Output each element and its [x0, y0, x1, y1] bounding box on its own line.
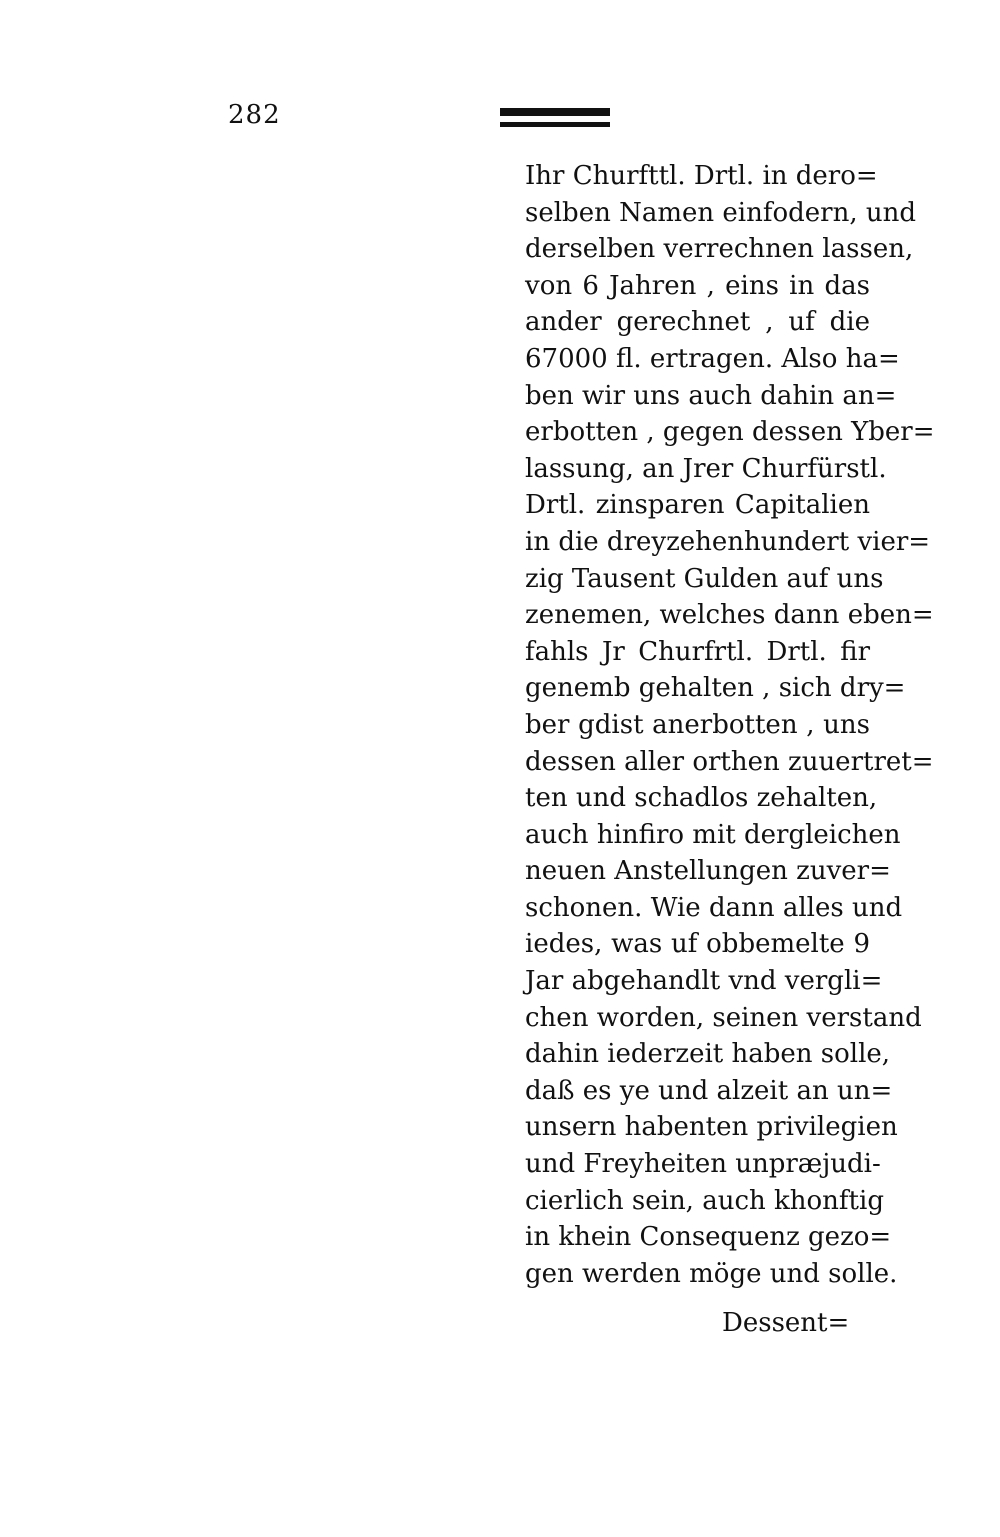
text-line: Drtl. zinsparen Capitalien [525, 490, 870, 521]
text-line: Jar abgehandlt vnd vergli= [525, 966, 883, 997]
header-rule [500, 108, 610, 130]
text-line: unsern habenten privilegien [525, 1112, 898, 1143]
text-line: lassung, an Jrer Churfürstl. [525, 453, 887, 484]
text-line: ben wir uns auch dahin an= [525, 380, 897, 411]
text-line: in khein Consequenz gezo= [525, 1222, 892, 1253]
catchword: Dessent= [722, 1308, 850, 1338]
text-line: ber gdist anerbotten , uns [525, 709, 870, 740]
text-line: ander gerechnet , uf die [525, 307, 870, 338]
body-text [525, 158, 935, 1292]
text-line: daß es ye und alzeit an un= [525, 1075, 893, 1106]
text-line: von 6 Jahren , eins in das [525, 270, 870, 301]
text-line: genemb gehalten , sich dry= [525, 673, 906, 704]
text-line: auch hinfiro mit dergleichen [525, 819, 901, 850]
text-line: dahin iederzeit haben solle, [525, 1039, 891, 1070]
text-line: und Freyheiten unpræjudi- [525, 1149, 881, 1180]
text-line: Ihr Churfttl. Drtl. in dero= [525, 161, 878, 191]
text-line: schonen. Wie dann alles und [525, 892, 903, 923]
text-line: in die dreyzehenhundert vier= [525, 526, 931, 557]
text-line: zig Tausent Gulden auf uns [525, 563, 884, 594]
text-line: iedes, was uf obbemelte 9 [525, 929, 870, 960]
text-line: ten und schadlos zehalten, [525, 783, 878, 814]
header-rule-thin [500, 122, 610, 127]
text-line: selben Namen einfodern, und [525, 197, 916, 228]
text-line: 67000 fl. ertragen. Also ha= [525, 343, 900, 374]
header-rule-thick [500, 108, 610, 116]
text-line: fahls Jr Churfrtl. Drtl. fir [525, 636, 870, 667]
text-line: cierlich sein, auch khonftig [525, 1185, 884, 1216]
page-number: 282 [228, 100, 281, 130]
text-line: neuen Anstellungen zuver= [525, 856, 891, 887]
text-line: erbotten , gegen dessen Yber= [525, 417, 935, 448]
text-line: gen werden möge und solle. [525, 1258, 898, 1289]
text-line: derselben verrechnen lassen, [525, 234, 914, 265]
text-line: dessen aller orthen zuuertret= [525, 746, 934, 777]
text-line: chen worden, seinen verstand [525, 1002, 922, 1033]
text-line: zenemen, welches dann eben= [525, 600, 934, 631]
